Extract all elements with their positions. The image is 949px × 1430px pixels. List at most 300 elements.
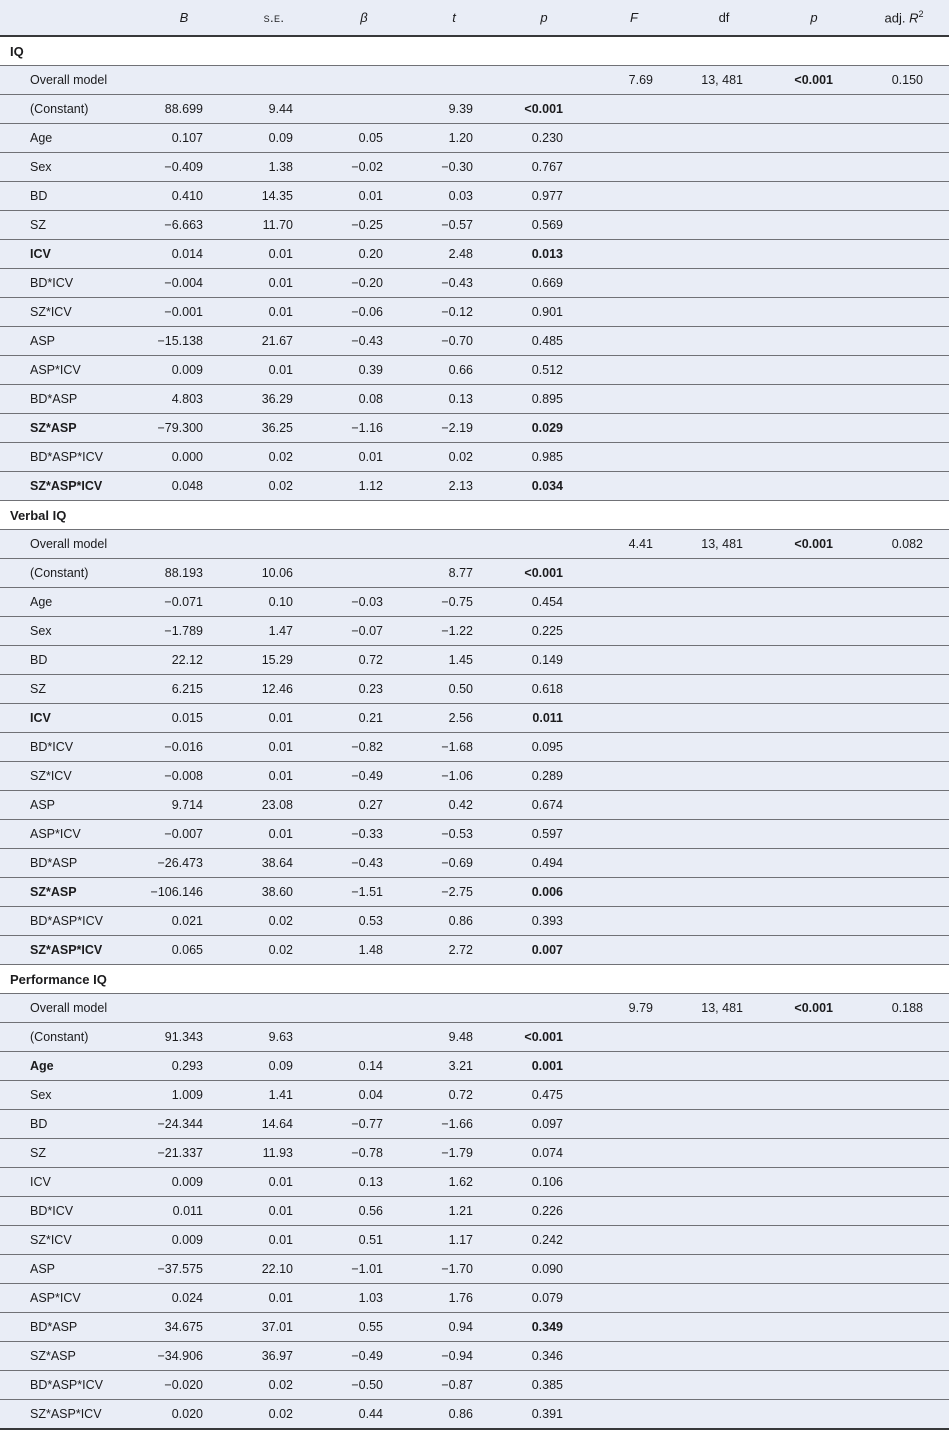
cell-p2: <0.001 bbox=[769, 994, 859, 1023]
row-label: SZ*ICV bbox=[0, 298, 139, 327]
cell-p: 0.512 bbox=[499, 356, 589, 385]
cell-F bbox=[589, 1371, 679, 1400]
cell-df bbox=[679, 1255, 769, 1284]
row-label: SZ*ASP bbox=[0, 1342, 139, 1371]
cell-B: 0.000 bbox=[139, 443, 229, 472]
cell-adjR2 bbox=[859, 1052, 949, 1081]
cell-se: 0.10 bbox=[229, 588, 319, 617]
cell-se: 0.01 bbox=[229, 269, 319, 298]
cell-F bbox=[589, 1139, 679, 1168]
cell-p2 bbox=[769, 1139, 859, 1168]
cell-p2 bbox=[769, 1226, 859, 1255]
table-row-age bbox=[0, 1052, 949, 1081]
cell-F bbox=[589, 1052, 679, 1081]
cell-df bbox=[679, 240, 769, 269]
table-row-sz-asp-icv bbox=[0, 936, 949, 965]
cell-adjR2 bbox=[859, 472, 949, 501]
column-header-B: B bbox=[139, 0, 229, 36]
cell-df: 13, 481 bbox=[679, 994, 769, 1023]
cell-p: 0.767 bbox=[499, 153, 589, 182]
cell-beta: 0.56 bbox=[319, 1197, 409, 1226]
cell-t: 2.48 bbox=[409, 240, 499, 269]
cell-p: 0.090 bbox=[499, 1255, 589, 1284]
cell-B: −0.001 bbox=[139, 298, 229, 327]
cell-p: 0.074 bbox=[499, 1139, 589, 1168]
cell-p2 bbox=[769, 849, 859, 878]
cell-F bbox=[589, 1081, 679, 1110]
cell-df: 13, 481 bbox=[679, 530, 769, 559]
cell-beta: −1.16 bbox=[319, 414, 409, 443]
cell-p bbox=[499, 530, 589, 559]
cell-t: −0.12 bbox=[409, 298, 499, 327]
table-row-age bbox=[0, 588, 949, 617]
cell-df bbox=[679, 1197, 769, 1226]
cell-p2 bbox=[769, 1081, 859, 1110]
cell-p2 bbox=[769, 269, 859, 298]
cell-se: 10.06 bbox=[229, 559, 319, 588]
cell-df bbox=[679, 211, 769, 240]
cell-se: 9.63 bbox=[229, 1023, 319, 1052]
cell-B: −0.071 bbox=[139, 588, 229, 617]
cell-p: <0.001 bbox=[499, 1023, 589, 1052]
cell-adjR2 bbox=[859, 1081, 949, 1110]
cell-df bbox=[679, 559, 769, 588]
cell-p: <0.001 bbox=[499, 559, 589, 588]
cell-df bbox=[679, 704, 769, 733]
cell-t: −1.70 bbox=[409, 1255, 499, 1284]
cell-F bbox=[589, 95, 679, 124]
cell-p: 0.007 bbox=[499, 936, 589, 965]
table-row-overall-model bbox=[0, 530, 949, 559]
cell-se: 0.01 bbox=[229, 356, 319, 385]
cell-F: 4.41 bbox=[589, 530, 679, 559]
row-label: BD bbox=[0, 646, 139, 675]
cell-p2 bbox=[769, 733, 859, 762]
cell-p: 0.013 bbox=[499, 240, 589, 269]
table-row-sz-asp-icv bbox=[0, 1400, 949, 1430]
cell-F bbox=[589, 559, 679, 588]
cell-B: −1.789 bbox=[139, 617, 229, 646]
table-row-sz bbox=[0, 675, 949, 704]
cell-t: −1.68 bbox=[409, 733, 499, 762]
cell-p2 bbox=[769, 1284, 859, 1313]
cell-F bbox=[589, 849, 679, 878]
cell-p2 bbox=[769, 588, 859, 617]
row-label: Overall model bbox=[0, 66, 139, 95]
cell-df bbox=[679, 646, 769, 675]
cell-beta: 0.55 bbox=[319, 1313, 409, 1342]
cell-adjR2 bbox=[859, 762, 949, 791]
row-label: ASP*ICV bbox=[0, 356, 139, 385]
cell-adjR2 bbox=[859, 414, 949, 443]
cell-se: 0.01 bbox=[229, 762, 319, 791]
cell-se bbox=[229, 66, 319, 95]
cell-p: 0.034 bbox=[499, 472, 589, 501]
cell-adjR2 bbox=[859, 1197, 949, 1226]
cell-p: 0.454 bbox=[499, 588, 589, 617]
table-row-sz-asp bbox=[0, 878, 949, 907]
cell-p: 0.095 bbox=[499, 733, 589, 762]
cell-df bbox=[679, 588, 769, 617]
row-label: ASP bbox=[0, 1255, 139, 1284]
table-row-bd-asp-icv bbox=[0, 1371, 949, 1400]
cell-t: 1.21 bbox=[409, 1197, 499, 1226]
cell-beta: 0.13 bbox=[319, 1168, 409, 1197]
cell-B: −79.300 bbox=[139, 414, 229, 443]
cell-B bbox=[139, 530, 229, 559]
cell-adjR2 bbox=[859, 617, 949, 646]
cell-se: 0.01 bbox=[229, 820, 319, 849]
cell-p2 bbox=[769, 298, 859, 327]
cell-F bbox=[589, 472, 679, 501]
row-label: Sex bbox=[0, 617, 139, 646]
table-row-asp-icv bbox=[0, 1284, 949, 1313]
cell-df bbox=[679, 182, 769, 211]
cell-F bbox=[589, 356, 679, 385]
cell-df: 13, 481 bbox=[679, 66, 769, 95]
table-header-row bbox=[0, 0, 949, 36]
table-row-bd-asp-icv bbox=[0, 907, 949, 936]
cell-t bbox=[409, 994, 499, 1023]
row-label: BD*ASP bbox=[0, 385, 139, 414]
row-label: SZ*ASP*ICV bbox=[0, 1400, 139, 1430]
table-row-sz-icv bbox=[0, 298, 949, 327]
cell-p2 bbox=[769, 617, 859, 646]
cell-adjR2 bbox=[859, 646, 949, 675]
cell-adjR2 bbox=[859, 443, 949, 472]
cell-p: 0.289 bbox=[499, 762, 589, 791]
cell-df bbox=[679, 385, 769, 414]
table-header bbox=[0, 0, 949, 36]
cell-B: −0.008 bbox=[139, 762, 229, 791]
cell-F bbox=[589, 936, 679, 965]
cell-t: 1.62 bbox=[409, 1168, 499, 1197]
cell-se: 11.70 bbox=[229, 211, 319, 240]
cell-beta: −0.43 bbox=[319, 327, 409, 356]
cell-p: 0.977 bbox=[499, 182, 589, 211]
cell-beta: −0.02 bbox=[319, 153, 409, 182]
cell-adjR2 bbox=[859, 327, 949, 356]
cell-df bbox=[679, 298, 769, 327]
cell-F bbox=[589, 124, 679, 153]
cell-p: 0.029 bbox=[499, 414, 589, 443]
table-row-sex bbox=[0, 153, 949, 182]
cell-se: 0.02 bbox=[229, 472, 319, 501]
cell-p: 0.349 bbox=[499, 1313, 589, 1342]
cell-beta: −0.78 bbox=[319, 1139, 409, 1168]
row-label: Age bbox=[0, 588, 139, 617]
cell-F bbox=[589, 733, 679, 762]
cell-df bbox=[679, 1342, 769, 1371]
cell-adjR2 bbox=[859, 878, 949, 907]
cell-p: 0.985 bbox=[499, 443, 589, 472]
cell-adjR2 bbox=[859, 733, 949, 762]
cell-p2: <0.001 bbox=[769, 530, 859, 559]
cell-beta: −1.51 bbox=[319, 878, 409, 907]
cell-p2 bbox=[769, 211, 859, 240]
cell-beta bbox=[319, 530, 409, 559]
row-label: ICV bbox=[0, 240, 139, 269]
cell-F bbox=[589, 414, 679, 443]
cell-beta: −0.20 bbox=[319, 269, 409, 298]
cell-se: 0.01 bbox=[229, 240, 319, 269]
cell-p: 0.391 bbox=[499, 1400, 589, 1430]
cell-adjR2 bbox=[859, 791, 949, 820]
cell-F bbox=[589, 1197, 679, 1226]
cell-t: −1.66 bbox=[409, 1110, 499, 1139]
table-row-sz-asp bbox=[0, 1342, 949, 1371]
cell-p: 0.569 bbox=[499, 211, 589, 240]
cell-F bbox=[589, 1255, 679, 1284]
cell-p2 bbox=[769, 1052, 859, 1081]
cell-beta: 1.48 bbox=[319, 936, 409, 965]
cell-beta: 0.21 bbox=[319, 704, 409, 733]
cell-df bbox=[679, 153, 769, 182]
row-label: SZ bbox=[0, 675, 139, 704]
cell-se: 21.67 bbox=[229, 327, 319, 356]
cell-beta bbox=[319, 994, 409, 1023]
table-row--constant- bbox=[0, 559, 949, 588]
cell-p: 0.669 bbox=[499, 269, 589, 298]
row-label: ICV bbox=[0, 704, 139, 733]
cell-df bbox=[679, 762, 769, 791]
cell-B: 0.009 bbox=[139, 1226, 229, 1255]
column-header-t: t bbox=[409, 0, 499, 36]
cell-p2 bbox=[769, 240, 859, 269]
row-label: ASP bbox=[0, 791, 139, 820]
table-row-icv bbox=[0, 1168, 949, 1197]
row-label: BD*ASP*ICV bbox=[0, 1371, 139, 1400]
row-label: BD*ASP bbox=[0, 1313, 139, 1342]
cell-F bbox=[589, 443, 679, 472]
cell-B: 88.699 bbox=[139, 95, 229, 124]
cell-p2 bbox=[769, 559, 859, 588]
cell-B: −0.004 bbox=[139, 269, 229, 298]
cell-df bbox=[679, 124, 769, 153]
cell-p2 bbox=[769, 762, 859, 791]
table-row-sz-icv bbox=[0, 1226, 949, 1255]
cell-B: 6.215 bbox=[139, 675, 229, 704]
cell-B: −0.016 bbox=[139, 733, 229, 762]
cell-df bbox=[679, 617, 769, 646]
cell-se: 38.60 bbox=[229, 878, 319, 907]
cell-df bbox=[679, 356, 769, 385]
cell-beta: 0.08 bbox=[319, 385, 409, 414]
cell-p2 bbox=[769, 820, 859, 849]
table-row-overall-model bbox=[0, 994, 949, 1023]
cell-beta: 0.44 bbox=[319, 1400, 409, 1430]
table-row-sz-asp bbox=[0, 414, 949, 443]
column-header-p: p bbox=[499, 0, 589, 36]
cell-F bbox=[589, 1400, 679, 1430]
cell-df bbox=[679, 675, 769, 704]
row-label: (Constant) bbox=[0, 1023, 139, 1052]
cell-beta: 0.23 bbox=[319, 675, 409, 704]
cell-t: 0.03 bbox=[409, 182, 499, 211]
cell-B: 0.015 bbox=[139, 704, 229, 733]
table-row-asp-icv bbox=[0, 820, 949, 849]
cell-t: 0.42 bbox=[409, 791, 499, 820]
cell-se: 1.41 bbox=[229, 1081, 319, 1110]
cell-p2 bbox=[769, 646, 859, 675]
cell-p2 bbox=[769, 1023, 859, 1052]
cell-F bbox=[589, 327, 679, 356]
cell-p: 0.346 bbox=[499, 1342, 589, 1371]
cell-B: −0.007 bbox=[139, 820, 229, 849]
section-row-iq bbox=[0, 36, 949, 66]
cell-F bbox=[589, 762, 679, 791]
cell-beta: 1.12 bbox=[319, 472, 409, 501]
cell-F bbox=[589, 704, 679, 733]
cell-se: 36.29 bbox=[229, 385, 319, 414]
cell-df bbox=[679, 1400, 769, 1430]
cell-se: 0.01 bbox=[229, 1226, 319, 1255]
cell-F bbox=[589, 907, 679, 936]
cell-p: 0.475 bbox=[499, 1081, 589, 1110]
cell-beta: −1.01 bbox=[319, 1255, 409, 1284]
column-header-df: df bbox=[679, 0, 769, 36]
cell-F bbox=[589, 1023, 679, 1052]
cell-B: −106.146 bbox=[139, 878, 229, 907]
cell-beta: 0.14 bbox=[319, 1052, 409, 1081]
cell-adjR2 bbox=[859, 1371, 949, 1400]
section-title: Performance IQ bbox=[0, 965, 949, 994]
cell-B: 0.293 bbox=[139, 1052, 229, 1081]
cell-adjR2 bbox=[859, 240, 949, 269]
row-label: Age bbox=[0, 1052, 139, 1081]
row-label: SZ bbox=[0, 1139, 139, 1168]
cell-beta: −0.03 bbox=[319, 588, 409, 617]
cell-adjR2 bbox=[859, 153, 949, 182]
cell-se: 0.01 bbox=[229, 1168, 319, 1197]
row-label: SZ*ICV bbox=[0, 1226, 139, 1255]
cell-B: −24.344 bbox=[139, 1110, 229, 1139]
cell-p: 0.226 bbox=[499, 1197, 589, 1226]
section-row-verbal-iq bbox=[0, 501, 949, 530]
cell-t: −0.43 bbox=[409, 269, 499, 298]
table-row-age bbox=[0, 124, 949, 153]
cell-F: 9.79 bbox=[589, 994, 679, 1023]
table-row-bd-icv bbox=[0, 269, 949, 298]
cell-t: −1.22 bbox=[409, 617, 499, 646]
cell-t: −2.19 bbox=[409, 414, 499, 443]
table-row-asp bbox=[0, 1255, 949, 1284]
cell-adjR2 bbox=[859, 704, 949, 733]
table-row-bd-icv bbox=[0, 1197, 949, 1226]
cell-p2 bbox=[769, 443, 859, 472]
cell-B: −0.020 bbox=[139, 1371, 229, 1400]
table-row--constant- bbox=[0, 1023, 949, 1052]
cell-p2: <0.001 bbox=[769, 66, 859, 95]
cell-p: 0.485 bbox=[499, 327, 589, 356]
cell-B: 34.675 bbox=[139, 1313, 229, 1342]
cell-B: 0.048 bbox=[139, 472, 229, 501]
cell-p: 0.242 bbox=[499, 1226, 589, 1255]
cell-se: 0.09 bbox=[229, 1052, 319, 1081]
table-row-asp-icv bbox=[0, 356, 949, 385]
cell-t: −0.70 bbox=[409, 327, 499, 356]
cell-se: 23.08 bbox=[229, 791, 319, 820]
cell-se: 0.01 bbox=[229, 1284, 319, 1313]
cell-t: −1.06 bbox=[409, 762, 499, 791]
cell-beta: 0.01 bbox=[319, 182, 409, 211]
table-body bbox=[0, 36, 949, 1429]
cell-B: 0.009 bbox=[139, 356, 229, 385]
cell-se: 38.64 bbox=[229, 849, 319, 878]
cell-p: 0.230 bbox=[499, 124, 589, 153]
cell-F bbox=[589, 1226, 679, 1255]
cell-beta: 0.01 bbox=[319, 443, 409, 472]
table-row-bd-asp bbox=[0, 849, 949, 878]
cell-B: 0.009 bbox=[139, 1168, 229, 1197]
cell-se: 11.93 bbox=[229, 1139, 319, 1168]
cell-df bbox=[679, 820, 769, 849]
cell-t: −0.87 bbox=[409, 1371, 499, 1400]
cell-B: 88.193 bbox=[139, 559, 229, 588]
table-row-sz-asp-icv bbox=[0, 472, 949, 501]
cell-F bbox=[589, 820, 679, 849]
cell-p: 0.079 bbox=[499, 1284, 589, 1313]
cell-p: 0.674 bbox=[499, 791, 589, 820]
cell-F bbox=[589, 240, 679, 269]
row-label: SZ*ASP*ICV bbox=[0, 936, 139, 965]
table-row-bd-asp bbox=[0, 385, 949, 414]
column-header-label bbox=[0, 0, 139, 36]
cell-df bbox=[679, 1226, 769, 1255]
cell-se: 0.01 bbox=[229, 1197, 319, 1226]
cell-beta: 0.27 bbox=[319, 791, 409, 820]
cell-B: −15.138 bbox=[139, 327, 229, 356]
cell-p2 bbox=[769, 1342, 859, 1371]
cell-B: −37.575 bbox=[139, 1255, 229, 1284]
cell-adjR2 bbox=[859, 675, 949, 704]
cell-t: −0.53 bbox=[409, 820, 499, 849]
column-header-beta: β bbox=[319, 0, 409, 36]
cell-p2 bbox=[769, 385, 859, 414]
cell-p: 0.106 bbox=[499, 1168, 589, 1197]
cell-p2 bbox=[769, 182, 859, 211]
cell-t: 1.17 bbox=[409, 1226, 499, 1255]
cell-t: 2.72 bbox=[409, 936, 499, 965]
cell-se: 0.02 bbox=[229, 443, 319, 472]
table-row-sex bbox=[0, 1081, 949, 1110]
cell-df bbox=[679, 878, 769, 907]
cell-df bbox=[679, 936, 769, 965]
cell-B: 9.714 bbox=[139, 791, 229, 820]
cell-F bbox=[589, 791, 679, 820]
cell-adjR2 bbox=[859, 936, 949, 965]
cell-B: 0.011 bbox=[139, 1197, 229, 1226]
cell-se: 36.25 bbox=[229, 414, 319, 443]
table-row-bd bbox=[0, 182, 949, 211]
cell-p2 bbox=[769, 472, 859, 501]
cell-adjR2 bbox=[859, 849, 949, 878]
cell-p2 bbox=[769, 675, 859, 704]
cell-adjR2: 0.188 bbox=[859, 994, 949, 1023]
cell-F bbox=[589, 153, 679, 182]
row-label: Overall model bbox=[0, 994, 139, 1023]
cell-B: 0.024 bbox=[139, 1284, 229, 1313]
cell-se: 37.01 bbox=[229, 1313, 319, 1342]
cell-adjR2 bbox=[859, 124, 949, 153]
row-label: BD bbox=[0, 1110, 139, 1139]
cell-se: 1.47 bbox=[229, 617, 319, 646]
cell-se: 36.97 bbox=[229, 1342, 319, 1371]
cell-beta: 0.04 bbox=[319, 1081, 409, 1110]
cell-t: 2.13 bbox=[409, 472, 499, 501]
table-row-bd-asp bbox=[0, 1313, 949, 1342]
cell-adjR2 bbox=[859, 1226, 949, 1255]
